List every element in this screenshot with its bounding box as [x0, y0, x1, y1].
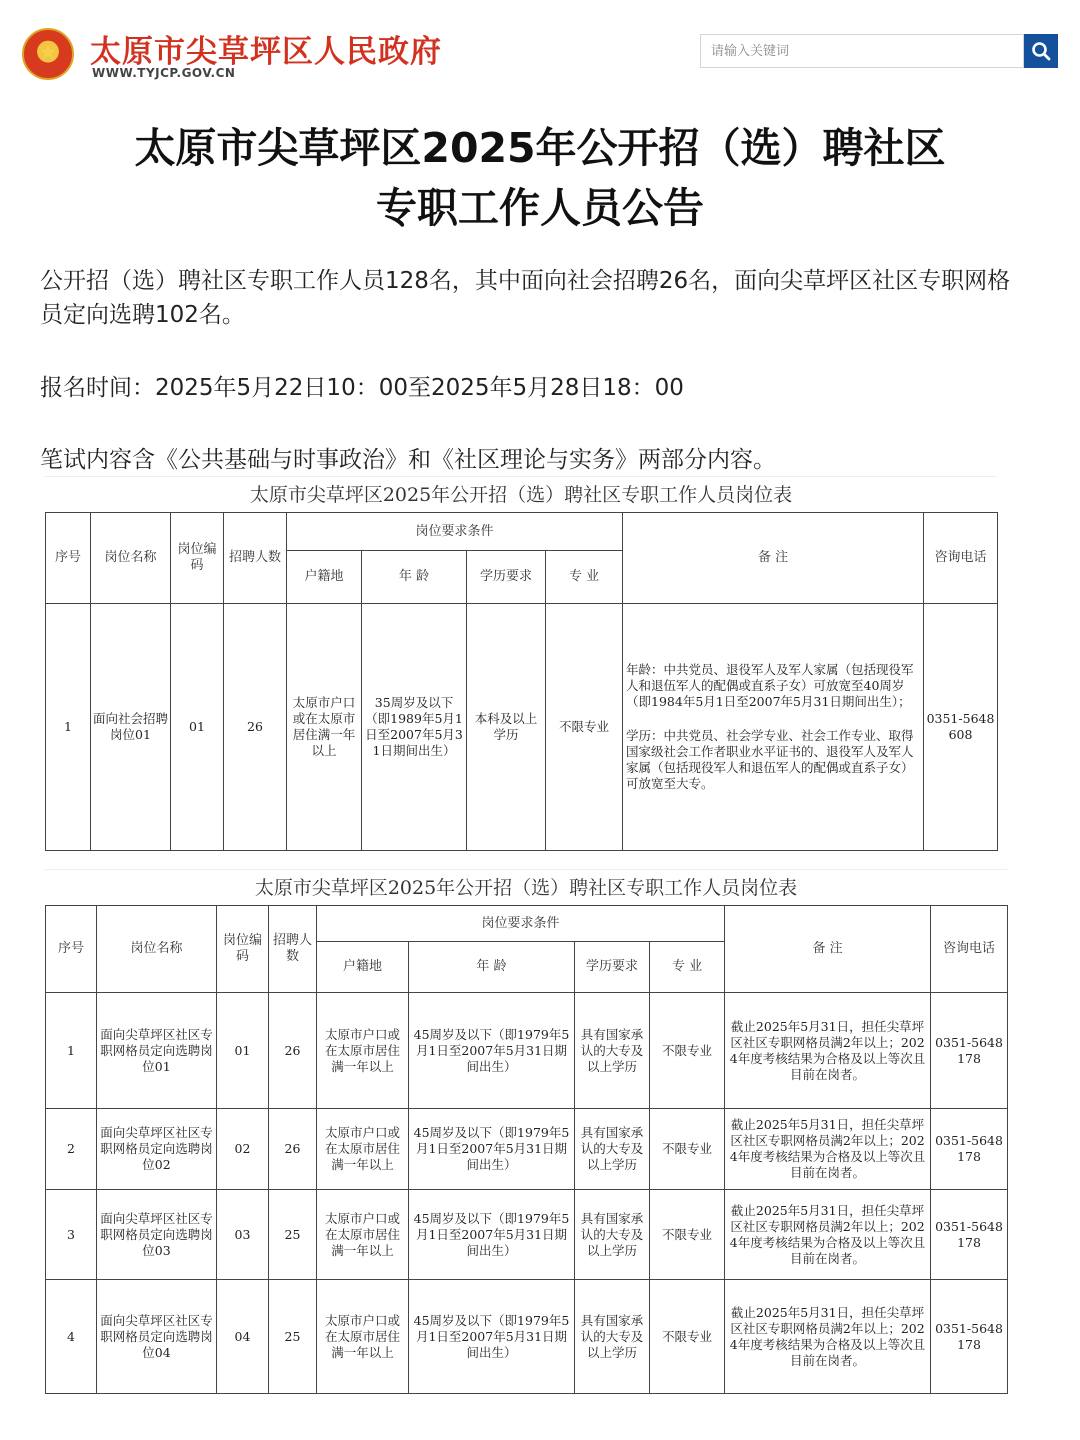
header-count: 招聘人数 [269, 906, 317, 993]
cell-phone: 0351-5648178 [931, 993, 1008, 1109]
cell-age: 45周岁及以下（即1979年5月1日至2007年5月31日期间出生） [409, 993, 575, 1109]
cell-phone: 0351-5648608 [924, 604, 998, 851]
cell-hukou: 太原市户口或在太原市居住满一年以上 [317, 993, 409, 1109]
exam-content: 笔试内容含《公共基础与时事政治》和《社区理论与实务》两部分内容。 [40, 447, 776, 473]
header-seq: 序号 [46, 906, 97, 993]
cell-count: 26 [224, 604, 287, 851]
cell-age: 45周岁及以下（即1979年5月1日至2007年5月31日期间出生） [409, 1280, 575, 1394]
cell-note: 截止2025年5月31日，担任尖草坪区社区专职网格员满2年以上；2024年度考核结果为合格及以上等次且目前在岗者。 [725, 1109, 931, 1190]
header-note: 备 注 [623, 513, 924, 604]
header-hukou: 户籍地 [287, 551, 362, 604]
cell-phone: 0351-5648178 [931, 1190, 1008, 1280]
cell-major: 不限专业 [650, 1190, 725, 1280]
header-major: 专 业 [650, 942, 725, 993]
table-row [46, 1190, 1008, 1280]
header-name: 岗位名称 [97, 906, 217, 993]
header-hukou: 户籍地 [317, 942, 409, 993]
header-name: 岗位名称 [91, 513, 171, 604]
cell-hukou: 太原市户口或在太原市居住满一年以上 [317, 1280, 409, 1394]
search-box [700, 34, 1024, 68]
cell-count: 25 [269, 1190, 317, 1280]
note-age: 年龄：中共党员、退役军人及军人家属（包括现役军人和退伍军人的配偶或直系子女）可放宽至40周岁（即1984年5月1日至2007年5月31日期间出生）； [626, 662, 914, 709]
header-code: 岗位编码 [217, 906, 269, 993]
cell-count: 26 [269, 1109, 317, 1190]
table-2-caption: 太原市尖草坪区2025年公开招（选）聘社区专职工作人员岗位表 [45, 869, 1007, 905]
header-edu: 学历要求 [467, 551, 546, 604]
cell-note: 截止2025年5月31日，担任尖草坪区社区专职网格员满2年以上；2024年度考核结果为合格及以上等次且目前在岗者。 [725, 1190, 931, 1280]
position-table-1 [45, 476, 997, 852]
cell-edu: 具有国家承认的大专及以上学历 [575, 993, 650, 1109]
header-age: 年 龄 [362, 551, 467, 604]
cell-seq: 1 [46, 604, 91, 851]
cell-age: 45周岁及以下（即1979年5月1日至2007年5月31日期间出生） [409, 1190, 575, 1280]
cell-hukou: 太原市户口或在太原市居住满一年以上 [317, 1109, 409, 1190]
header-count: 招聘人数 [224, 513, 287, 604]
header-phone: 咨询电话 [931, 906, 1008, 993]
cell-age: 45周岁及以下（即1979年5月1日至2007年5月31日期间出生） [409, 1109, 575, 1190]
cell-code: 01 [217, 993, 269, 1109]
signup-time: 报名时间：2025年5月22日10：00至2025年5月28日18：00 [40, 375, 684, 401]
table-1 [45, 512, 998, 851]
cell-code: 01 [171, 604, 224, 851]
header-age: 年 龄 [409, 942, 575, 993]
cell-seq: 2 [46, 1109, 97, 1190]
table-row [46, 1109, 1008, 1190]
cell-code: 04 [217, 1280, 269, 1394]
search-input[interactable] [701, 35, 1023, 67]
header-seq: 序号 [46, 513, 91, 604]
cell-name: 面向社会招聘岗位01 [91, 604, 171, 851]
cell-note: 截止2025年5月31日，担任尖草坪区社区专职网格员满2年以上；2024年度考核结果为合格及以上等次且目前在岗者。 [725, 993, 931, 1109]
cell-major: 不限专业 [650, 1109, 725, 1190]
intro-paragraph: 公开招（选）聘社区专职工作人员128名，其中面向社会招聘26名，面向尖草坪区社区专职网格员定向选聘102名。 [40, 268, 1011, 328]
page-title [0, 118, 1080, 238]
site-header [0, 0, 1080, 100]
table-1-caption: 太原市尖草坪区2025年公开招（选）聘社区专职工作人员岗位表 [45, 476, 997, 512]
search-button[interactable] [1024, 34, 1058, 68]
cell-phone: 0351-5648178 [931, 1280, 1008, 1394]
table-row [46, 1280, 1008, 1394]
cell-name: 面向尖草坪区社区专职网格员定向选聘岗位04 [97, 1280, 217, 1394]
position-table-2 [45, 869, 1007, 1393]
table-row [46, 604, 998, 851]
cell-code: 02 [217, 1109, 269, 1190]
note-edu: 学历：中共党员、社会学专业、社会工作专业、取得国家级社会工作者职业水平证书的、退役军人及军人家属（包括现役军人和退伍军人的配偶或直系子女）可放宽至大专。 [626, 728, 914, 791]
national-emblem-icon [22, 28, 74, 80]
cell-hukou: 太原市户口或在太原市居住满一年以上 [317, 1190, 409, 1280]
cell-edu: 本科及以上学历 [467, 604, 546, 851]
cell-code: 03 [217, 1190, 269, 1280]
cell-note: 截止2025年5月31日，担任尖草坪区社区专职网格员满2年以上；2024年度考核结果为合格及以上等次且目前在岗者。 [725, 1280, 931, 1394]
cell-major: 不限专业 [650, 993, 725, 1109]
page-title-line2: 专职工作人员公告 [376, 184, 704, 232]
header-edu: 学历要求 [575, 942, 650, 993]
cell-name: 面向尖草坪区社区专职网格员定向选聘岗位03 [97, 1190, 217, 1280]
cell-age: 35周岁及以下（即1989年5月1日至2007年5月31日期间出生） [362, 604, 467, 851]
cell-seq: 1 [46, 993, 97, 1109]
header-requirements: 岗位要求条件 [317, 906, 725, 942]
cell-count: 25 [269, 1280, 317, 1394]
cell-edu: 具有国家承认的大专及以上学历 [575, 1280, 650, 1394]
cell-major: 不限专业 [546, 604, 623, 851]
cell-name: 面向尖草坪区社区专职网格员定向选聘岗位01 [97, 993, 217, 1109]
cell-name: 面向尖草坪区社区专职网格员定向选聘岗位02 [97, 1109, 217, 1190]
cell-major: 不限专业 [650, 1280, 725, 1394]
site-url: WWW.TYJCP.GOV.CN [92, 66, 236, 80]
table-2 [45, 905, 1008, 1394]
search-icon [1031, 41, 1051, 61]
header-phone: 咨询电话 [924, 513, 998, 604]
cell-hukou: 太原市户口或在太原市居住满一年以上 [287, 604, 362, 851]
cell-note [623, 604, 924, 851]
cell-edu: 具有国家承认的大专及以上学历 [575, 1109, 650, 1190]
site-name[interactable]: 太原市尖草坪区人民政府 [90, 34, 442, 70]
table-row [46, 993, 1008, 1109]
cell-seq: 3 [46, 1190, 97, 1280]
header-major: 专 业 [546, 551, 623, 604]
cell-phone: 0351-5648178 [931, 1109, 1008, 1190]
cell-seq: 4 [46, 1280, 97, 1394]
header-code: 岗位编码 [171, 513, 224, 604]
header-requirements: 岗位要求条件 [287, 513, 623, 551]
cell-count: 26 [269, 993, 317, 1109]
header-note: 备 注 [725, 906, 931, 993]
cell-edu: 具有国家承认的大专及以上学历 [575, 1190, 650, 1280]
page-title-line1: 太原市尖草坪区2025年公开招（选）聘社区 [134, 124, 946, 172]
